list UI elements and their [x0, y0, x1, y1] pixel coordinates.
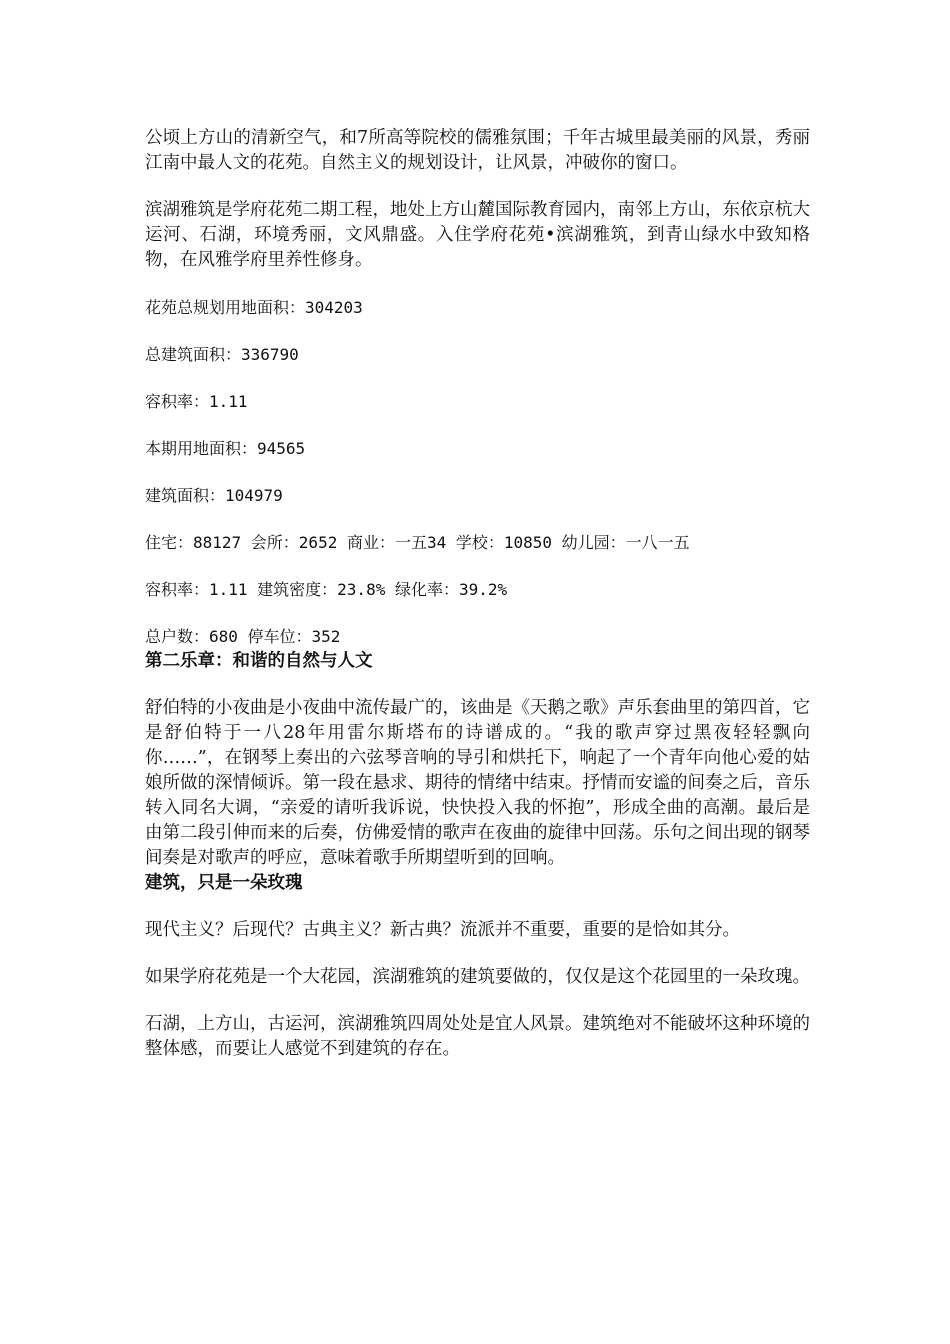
- stat-line: 花苑总规划用地面积：304203: [145, 298, 363, 317]
- stat-line: 容积率：1.11 建筑密度：23.8% 绿化率：39.2%: [145, 580, 508, 599]
- environment-paragraph: 石湖，上方山，古运河，滨湖雅筑四周处处是宜人风景。建筑绝对不能破坏这种环境的整体感，而要让人感觉不到建筑的存在。: [145, 1014, 810, 1059]
- serenade-paragraph: 舒伯特的小夜曲是小夜曲中流传最广的，该曲是《天鹅之歌》声乐套曲里的第四首，它是舒伯特于一八28年用雷尔斯塔布的诗谱成的。“我的歌声穿过黑夜轻轻飘向你……”，在钢琴上奏出的六弦琴音响的导引和烘托下，响起了一个青年向他心爱的姑娘所做的深情倾诉。第一段在悬求、期待的情绪中结束。抒情而安谧的间奏之后，音乐转入同名大调，“亲爱的请听我诉说，快快投入我的怀抱”，形成全曲的高潮。最后是由第二段引伸而来的后奏，仿佛爱情的歌声在夜曲的旋律中回荡。乐句之间出现的钢琴间奏是对歌声的呼应，意味着歌手所期望听到的回响。: [145, 698, 810, 868]
- intro-paragraph: 公顷上方山的清新空气，和7所高等院校的儒雅氛围；千年古城里最美丽的风景，秀丽江南中最人文的花苑。自然主义的规划设计，让风景，冲破你的窗口。: [145, 128, 810, 173]
- stat-line: 建筑面积：104979: [145, 486, 283, 505]
- stat-line: 总建筑面积：336790: [145, 345, 299, 364]
- garden-paragraph: 如果学府花苑是一个大花园，滨湖雅筑的建筑要做的，仅仅是这个花园里的一朵玫瑰。: [145, 967, 810, 987]
- style-paragraph: 现代主义？后现代？古典主义？新古典？流派并不重要，重要的是恰如其分。: [145, 920, 740, 940]
- section-heading-movement-two: 第二乐章：和谐的自然与人文: [145, 651, 373, 671]
- stat-line: 总户数：680 停车位：352: [145, 627, 341, 646]
- document-page: [145, 126, 810, 1062]
- stat-line: 本期用地面积：94565: [145, 439, 306, 458]
- stat-line: 住宅：88127 会所：2652 商业：一五34 学校：10850 幼儿园：一八一五: [145, 533, 690, 552]
- stats-list: [145, 295, 810, 649]
- project-paragraph: 滨湖雅筑是学府花苑二期工程，地处上方山麓国际教育园内，南邻上方山，东依京杭大运河、石湖，环境秀丽，文风鼎盛。入住学府花苑•滨湖雅筑，到青山绿水中致知格物，在风雅学府里养性修身。: [145, 200, 810, 270]
- section-heading-rose: 建筑，只是一朵玫瑰: [145, 873, 303, 893]
- stat-line: 容积率：1.11: [145, 392, 248, 411]
